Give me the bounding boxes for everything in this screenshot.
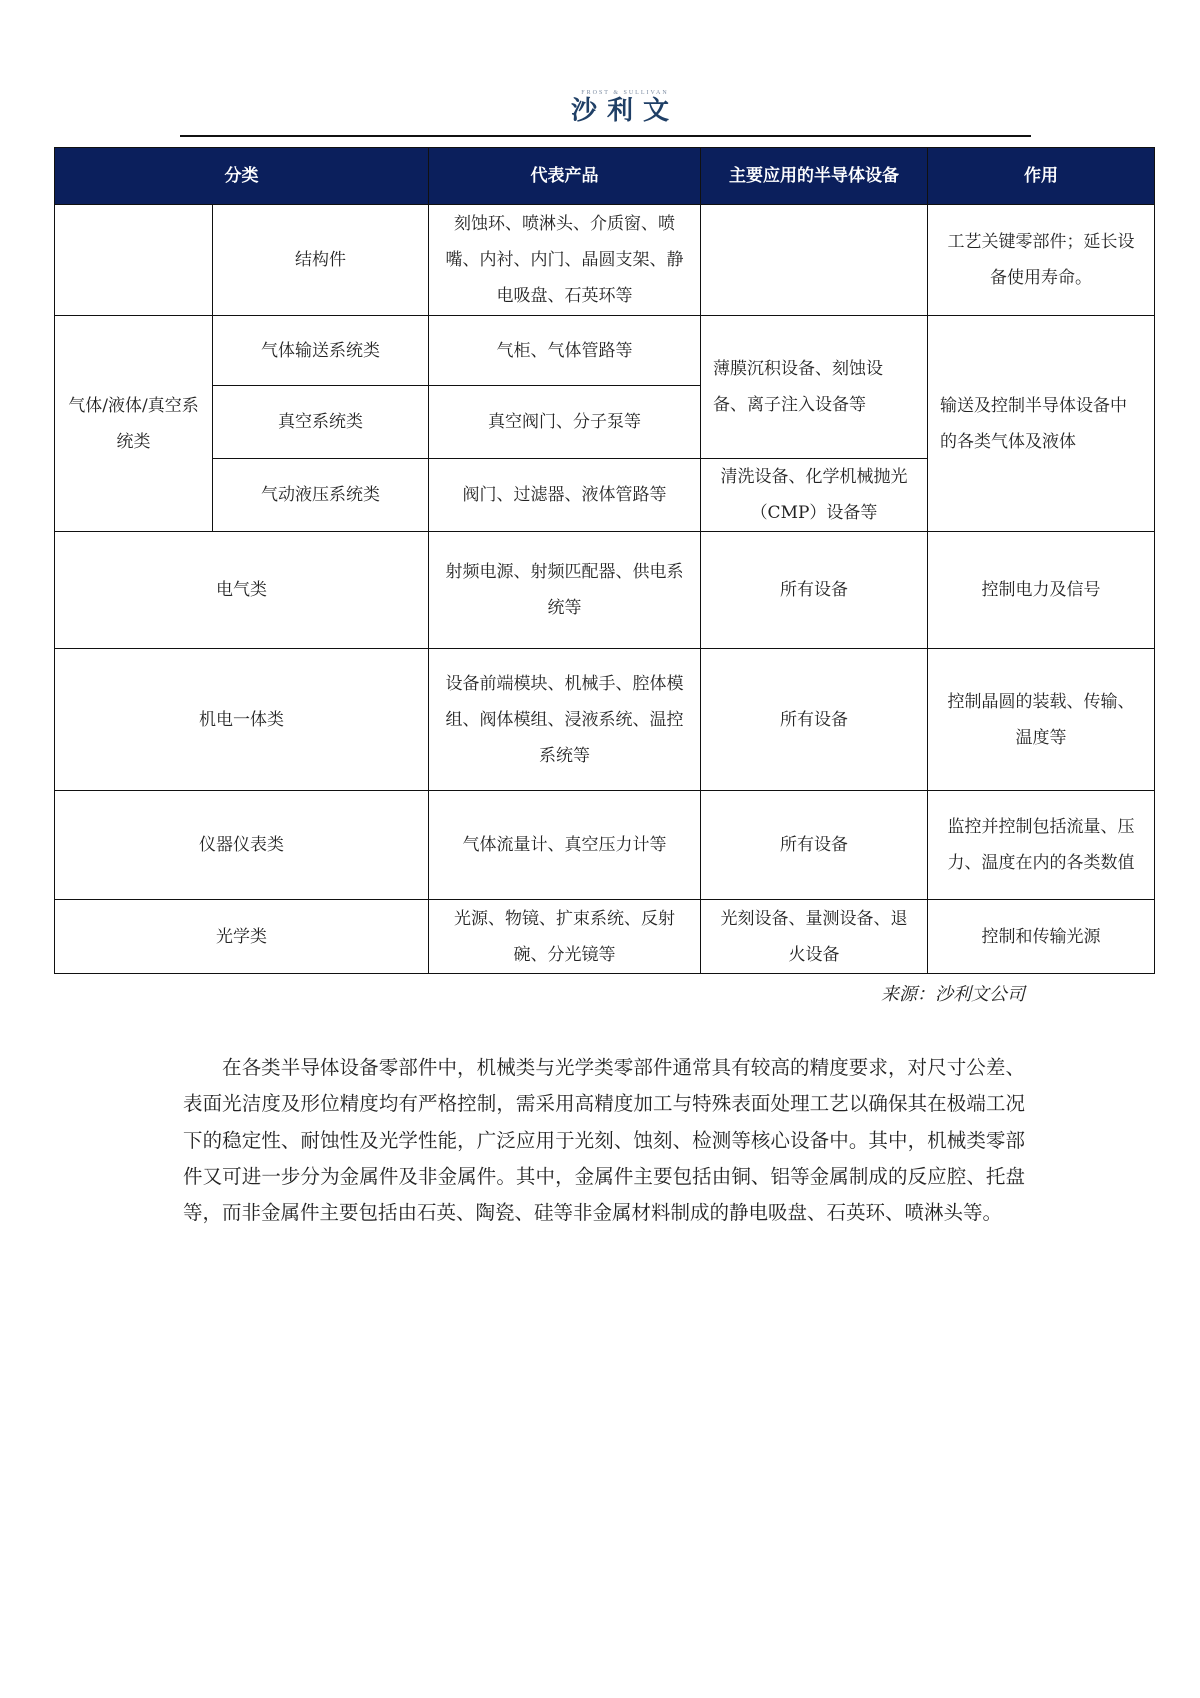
table-row [55,791,1155,900]
components-table [54,147,1155,974]
equipment-cell: 光刻设备、量测设备、退火设备 [701,900,928,974]
subcategory-cell: 气动液压系统类 [213,459,429,532]
subcategory-cell: 结构件 [213,205,429,316]
function-cell: 监控并控制包括流量、压力、温度在内的各类数值 [928,791,1155,900]
table-row [55,205,1155,316]
equipment-cell: 所有设备 [701,649,928,791]
function-cell: 工艺关键零部件；延长设备使用寿命。 [928,205,1155,316]
equipment-cell: 所有设备 [701,791,928,900]
category-cell: 气体/液体/真空系统类 [55,316,213,532]
equipment-cell [701,205,928,316]
equipment-cell: 所有设备 [701,532,928,649]
table-header-row [55,148,1155,205]
sullivan-logo [545,90,705,126]
subcategory-cell: 气体输送系统类 [213,316,429,386]
table-row [55,532,1155,649]
header-function: 作用 [928,148,1155,205]
function-cell: 控制电力及信号 [928,532,1155,649]
subcategory-cell: 真空系统类 [213,386,429,459]
source-note: 来源：沙利文公司 [881,984,1025,1005]
products-cell: 气柜、气体管路等 [429,316,701,386]
function-cell: 控制和传输光源 [928,900,1155,974]
products-cell: 气体流量计、真空压力计等 [429,791,701,900]
products-cell: 光源、物镜、扩束系统、反射碗、分光镜等 [429,900,701,974]
products-cell: 真空阀门、分子泵等 [429,386,701,459]
products-cell: 射频电源、射频匹配器、供电系统等 [429,532,701,649]
table-row [55,649,1155,791]
logo-chinese: 沙利文 [570,96,679,126]
category-cell: 光学类 [55,900,429,974]
equipment-cell: 薄膜沉积设备、刻蚀设备、离子注入设备等 [701,316,928,459]
products-cell: 设备前端模块、机械手、腔体模组、阀体模组、浸液系统、温控系统等 [429,649,701,791]
products-cell: 刻蚀环、喷淋头、介质窗、喷嘴、内衬、内门、晶圆支架、静电吸盘、石英环等 [429,205,701,316]
category-cell: 机电一体类 [55,649,429,791]
function-cell: 控制晶圆的装载、传输、温度等 [928,649,1155,791]
category-cell: 电气类 [55,532,429,649]
header-rule [180,135,1031,137]
header-products: 代表产品 [429,148,701,205]
body-paragraph: 在各类半导体设备零部件中，机械类与光学类零部件通常具有较高的精度要求，对尺寸公差、表面光洁度及形位精度均有严格控制，需采用高精度加工与特殊表面处理工艺以确保其在极端工况下的稳定性、耐蚀性及光学性能，广泛应用于光刻、蚀刻、检测等核心设备中。其中，机械类零部件又可进一步分为金属件及非金属件。其中，金属件主要包括由铜、铝等金属制成的反应腔、托盘等，而非金属件主要包括由石英、陶瓷、硅等非金属材料制成的静电吸盘、石英环、喷淋头等。 [183,1056,1025,1225]
table-row [55,316,1155,386]
header-category: 分类 [55,148,429,205]
function-cell: 输送及控制半导体设备中的各类气体及液体 [928,316,1155,532]
products-cell: 阀门、过滤器、液体管路等 [429,459,701,532]
table-row [55,900,1155,974]
equipment-cell: 清洗设备、化学机械抛光（CMP）设备等 [701,459,928,532]
header-equipment: 主要应用的半导体设备 [701,148,928,205]
category-cell [55,205,213,316]
category-cell: 仪器仪表类 [55,791,429,900]
logo-english: FROST & SULLIVAN [581,90,669,96]
